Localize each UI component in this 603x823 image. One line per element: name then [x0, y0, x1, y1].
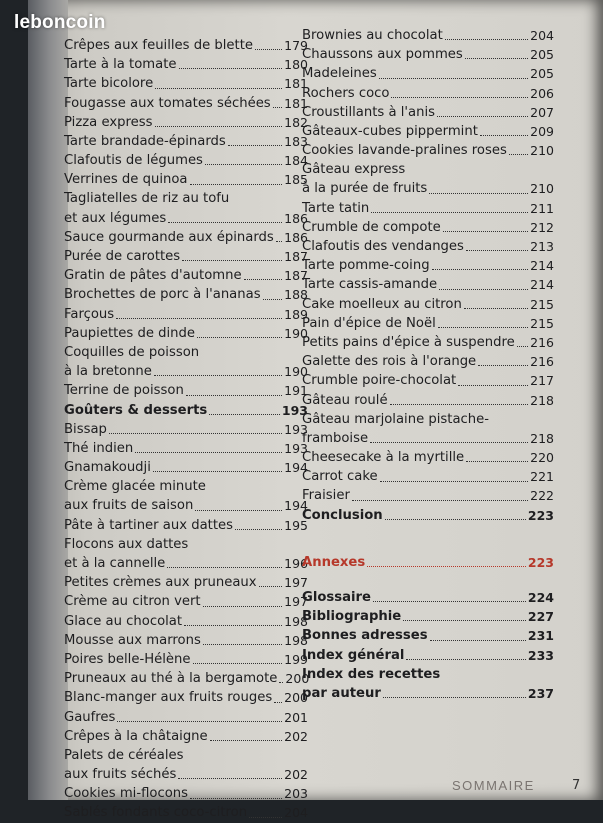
dot-leader [403, 620, 526, 621]
toc-entry[interactable] [64, 113, 308, 132]
toc-entry-title: Tarte cassis-amande [302, 277, 438, 293]
toc-entry-title: Gaufres [64, 709, 116, 725]
toc-entry[interactable] [302, 506, 554, 525]
dot-leader [391, 97, 528, 98]
toc-entry-page: 214 [530, 258, 554, 274]
toc-entry-title: Gâteaux-cubes pippermint [302, 123, 478, 139]
dot-leader [352, 500, 528, 501]
toc-entry-title: Carrot cake [302, 469, 378, 485]
toc-entry-page: 179 [284, 37, 308, 53]
toc-entry[interactable] [64, 151, 308, 170]
toc-entry-title: à la purée de fruits [302, 181, 428, 197]
toc-entry-page: 203 [284, 786, 308, 802]
toc-entry[interactable] [302, 448, 554, 467]
toc-entry[interactable] [302, 371, 554, 390]
toc-entry-title: Glace au chocolat [64, 613, 183, 629]
toc-entry-title: Cake moelleux au citron [302, 296, 462, 312]
toc-entry-page: 210 [530, 181, 554, 197]
leboncoin-logo: leboncoin [14, 12, 106, 33]
toc-entry[interactable] [64, 516, 308, 535]
toc-entry-title: Paupiettes de dinde [64, 325, 196, 341]
toc-entry-page: 210 [530, 143, 554, 159]
dot-leader [279, 682, 283, 683]
toc-entry-title: Crêpes à la châtaigne [64, 728, 208, 744]
toc-entry-page: 195 [284, 517, 308, 533]
toc-entry-page: 190 [284, 325, 308, 341]
dot-leader [517, 346, 528, 347]
toc-entry-title: Poires belle-Hélène [64, 651, 191, 667]
toc-entry-page: 215 [530, 315, 554, 331]
toc-entry-page: 233 [527, 647, 554, 663]
toc-entry-title: Blanc-manger aux fruits rouges [64, 690, 273, 706]
dot-leader [209, 414, 280, 415]
toc-entry-title: Tarte tatin [302, 200, 370, 216]
toc-entry-title: Cookies lavande-pralines roses [302, 143, 507, 159]
toc-entry-page: 199 [284, 651, 308, 667]
toc-entry-page: 205 [530, 47, 554, 63]
toc-entry-page: 209 [530, 123, 554, 139]
toc-entry-title: Pruneaux au thé à la bergamote [64, 671, 278, 687]
dot-leader [193, 663, 283, 664]
toc-entry[interactable] [64, 266, 308, 285]
toc-entry-page: 186 [284, 210, 308, 226]
toc-entry[interactable] [64, 535, 308, 554]
toc-entry[interactable] [302, 45, 554, 64]
toc-entry[interactable] [302, 314, 554, 333]
toc-entry-page: 215 [530, 296, 554, 312]
toc-entry-page: 223 [527, 507, 554, 523]
dot-leader [184, 625, 282, 626]
toc-entry[interactable] [64, 420, 308, 439]
toc-entry[interactable] [302, 275, 554, 294]
toc-entry-title: Tarte pomme-coing [302, 258, 430, 274]
toc-entry[interactable] [64, 708, 308, 727]
dot-leader [478, 365, 528, 366]
toc-entry-page: 181 [284, 95, 308, 111]
dot-leader [235, 529, 282, 530]
dot-leader [432, 269, 529, 270]
toc-entry[interactable] [302, 256, 554, 275]
dot-leader [263, 299, 283, 300]
toc-entry[interactable] [302, 103, 554, 122]
toc-entry-title: Crumble poire-chocolat [302, 373, 457, 389]
toc-entry-page: 200 [285, 671, 310, 687]
toc-left-column [64, 36, 308, 823]
dot-leader [380, 481, 528, 482]
toc-entry[interactable] [302, 295, 554, 314]
toc-entry-title: Crème au citron vert [64, 594, 201, 610]
toc-entry-page: 183 [284, 133, 308, 149]
toc-entry-title: Chaussons aux pommes [302, 47, 463, 63]
toc-entry[interactable] [64, 688, 308, 707]
toc-back-matter [302, 588, 554, 703]
dot-leader [385, 519, 526, 520]
toc-entry-title: Tarte bicolore [64, 76, 154, 92]
toc-entry-page: 218 [530, 430, 554, 446]
toc-entry-title: Brochettes de porc à l'ananas [64, 287, 261, 303]
toc-entry-title: Verrines de quinoa [64, 172, 188, 188]
dot-leader [228, 145, 282, 146]
dot-leader [117, 721, 282, 722]
toc-entry[interactable] [302, 665, 554, 684]
toc-entry-title: Coquilles de poisson [64, 344, 200, 360]
dot-leader [445, 39, 528, 40]
toc-entry-title: Gâteau roulé [302, 392, 388, 408]
toc-entry-page: 216 [530, 354, 554, 370]
toc-entry-page: 227 [527, 609, 554, 625]
toc-entry[interactable] [64, 554, 308, 573]
toc-entry-page: 184 [284, 153, 308, 169]
toc-entry-page: 221 [530, 469, 554, 485]
toc-entry[interactable] [64, 55, 308, 74]
dot-leader [203, 644, 282, 645]
toc-entry[interactable] [64, 170, 308, 189]
previous-page-edge [28, 0, 68, 800]
toc-entry-title: à la bretonne [64, 364, 152, 380]
toc-entry-page: 193 [284, 421, 308, 437]
toc-entry[interactable] [64, 343, 308, 362]
toc-entry-page: 202 [284, 767, 308, 783]
toc-entry-page: 216 [530, 334, 554, 350]
toc-entry[interactable] [64, 305, 308, 324]
toc-entry-page: 220 [530, 450, 554, 466]
toc-entry[interactable] [64, 458, 308, 477]
dot-leader [259, 586, 283, 587]
toc-entry[interactable] [64, 381, 308, 400]
toc-entry-title: Petits pains d'épice à suspendre [302, 334, 515, 350]
toc-entry-title: Tarte brandade-épinards [64, 133, 226, 149]
toc-entry-title: Flocons aux dattes [64, 536, 189, 552]
toc-entry-title: Bibliographie [302, 609, 402, 625]
dot-leader [273, 107, 282, 108]
dot-leader [135, 452, 282, 453]
toc-entry-title: Crêpes aux feuilles de blette [64, 37, 253, 53]
toc-entry-page: 202 [284, 728, 308, 744]
toc-entry-title: Tagliatelles de riz au tofu [64, 191, 230, 207]
toc-entry-page: 204 [530, 27, 554, 43]
toc-entry-title: Pâte à tartiner aux dattes [64, 517, 233, 533]
toc-entry-page: 196 [284, 556, 308, 572]
toc-entry-page: 223 [527, 554, 554, 570]
dot-leader [153, 471, 282, 472]
toc-entry[interactable] [64, 209, 308, 228]
toc-entry[interactable] [302, 684, 554, 703]
toc-entry[interactable] [64, 592, 308, 611]
toc-entry-title: Glossaire [302, 590, 371, 606]
dot-leader [466, 250, 528, 251]
toc-entry-page: 218 [530, 392, 554, 408]
dot-leader [509, 154, 528, 155]
toc-entry-title: Gâteau marjolaine pistache- [302, 411, 490, 427]
toc-entry-title: Pizza express [64, 114, 153, 130]
dot-leader [406, 659, 525, 660]
toc-entry-title: Farçous [64, 306, 115, 322]
toc-entry-title: Tarte à la tomate [64, 57, 177, 73]
dot-leader [379, 78, 528, 79]
dot-leader [437, 116, 528, 117]
toc-entry-page: 198 [284, 632, 308, 648]
dot-leader [466, 461, 528, 462]
dot-leader [178, 778, 282, 779]
toc-entry-title: Bissap [64, 421, 107, 437]
dot-leader [182, 260, 282, 261]
toc-entry-page: 205 [530, 66, 554, 82]
toc-entry[interactable] [64, 132, 308, 151]
toc-entry-page: 187 [284, 249, 308, 265]
toc-entry-page: 214 [530, 277, 554, 293]
toc-entry-page: 197 [284, 594, 308, 610]
toc-entry-title: Annexes [302, 554, 366, 570]
dot-leader [167, 567, 282, 568]
toc-right-column [302, 26, 554, 703]
toc-entry[interactable] [64, 669, 308, 688]
toc-entry-title: Cookies mi-flocons [64, 786, 189, 802]
dot-leader [458, 385, 528, 386]
toc-entry-title: Terrine de poisson [64, 383, 184, 399]
dot-leader [109, 433, 282, 434]
toc-entry[interactable] [64, 612, 308, 631]
toc-entry-title: Fougasse aux tomates séchées [64, 95, 271, 111]
toc-entry[interactable] [302, 352, 554, 371]
toc-entry[interactable] [302, 141, 554, 160]
dot-leader [179, 68, 283, 69]
toc-entry[interactable] [64, 36, 308, 55]
dot-leader [370, 442, 528, 443]
toc-entry[interactable] [302, 391, 554, 410]
toc-entry[interactable] [302, 467, 554, 486]
toc-entry[interactable] [302, 180, 554, 199]
dot-leader [186, 395, 282, 396]
dot-leader [155, 88, 282, 89]
dot-leader [197, 337, 282, 338]
toc-entry-page: 182 [284, 114, 308, 130]
toc-entry-title: Clafoutis des vendanges [302, 239, 464, 255]
dot-leader [464, 308, 528, 309]
dot-leader [390, 404, 529, 405]
toc-entry-page: 189 [284, 306, 308, 322]
dot-leader [168, 222, 282, 223]
dot-leader [190, 798, 282, 799]
toc-entry[interactable] [302, 237, 554, 256]
toc-entry-page: 224 [527, 590, 554, 606]
toc-entry-title: Gratin de pâtes d'automne [64, 268, 242, 284]
dot-leader [371, 212, 528, 213]
dot-leader [155, 126, 283, 127]
toc-entry-page: 186 [284, 229, 308, 245]
dot-leader [480, 135, 528, 136]
dot-leader [438, 327, 528, 328]
toc-entry-title: Galette des rois à l'orange [302, 354, 477, 370]
toc-entry-title: Crumble de compote [302, 219, 441, 235]
toc-entry[interactable] [64, 401, 308, 420]
toc-entry[interactable] [64, 94, 308, 113]
dot-leader [383, 697, 526, 698]
dot-leader [429, 193, 528, 194]
toc-entry-page: 237 [527, 685, 554, 701]
toc-entry[interactable] [302, 646, 554, 665]
toc-entry[interactable] [64, 477, 308, 496]
toc-entry-page: 198 [284, 613, 308, 629]
toc-entry-page: 207 [530, 104, 554, 120]
toc-entry[interactable] [64, 727, 308, 746]
toc-entry[interactable] [302, 122, 554, 141]
toc-entry[interactable] [64, 650, 308, 669]
toc-entry[interactable] [302, 607, 554, 626]
dot-leader [154, 375, 282, 376]
footer-page-number: 7 [572, 778, 581, 793]
toc-entry[interactable] [302, 429, 554, 448]
toc-entry-title: Croustillants à l'anis [302, 104, 436, 120]
toc-entry-title: Sauce gourmande aux épinards [64, 229, 274, 245]
toc-entry[interactable] [302, 626, 554, 645]
toc-entry-title: et à la cannelle [64, 556, 166, 572]
toc-entry-page: 193 [284, 440, 308, 456]
toc-entry-page: 185 [284, 172, 308, 188]
dot-leader [443, 231, 528, 232]
toc-entry-page: 188 [284, 287, 308, 303]
toc-entry-title: Conclusion [302, 507, 383, 523]
dot-leader [116, 318, 282, 319]
toc-entry-title: Thé indien [64, 440, 134, 456]
toc-entry[interactable] [64, 362, 308, 381]
toc-entry[interactable] [302, 487, 554, 506]
toc-entry-page: 213 [530, 239, 554, 255]
toc-entry-title: Goûters & desserts [64, 402, 208, 418]
toc-entry[interactable] [302, 218, 554, 237]
toc-entry-page: 231 [527, 628, 554, 644]
toc-entry-title: Gâteau express [302, 162, 406, 178]
toc-entry-title: Clafoutis de légumes [64, 153, 203, 169]
toc-entry-title: Fraisier [302, 488, 350, 504]
toc-entry[interactable] [302, 588, 554, 607]
toc-entry[interactable] [64, 74, 308, 93]
dot-leader [203, 606, 283, 607]
toc-entry[interactable] [64, 573, 308, 592]
toc-entry-page: 217 [530, 373, 554, 389]
dot-leader [195, 510, 282, 511]
dot-leader [274, 702, 282, 703]
toc-entry[interactable] [302, 84, 554, 103]
toc-entry-page: 187 [284, 268, 308, 284]
dot-leader [244, 279, 283, 280]
toc-entry-annexes[interactable] [302, 553, 554, 572]
toc-entry[interactable] [64, 784, 308, 803]
toc-entry-title: Crème glacée minute [64, 479, 206, 495]
toc-entry-title: Petites crèmes aux pruneaux [64, 575, 257, 591]
toc-entry[interactable] [64, 247, 308, 266]
toc-entry[interactable] [64, 324, 308, 343]
dot-leader [465, 58, 528, 59]
toc-entry-page: 197 [284, 575, 308, 591]
toc-entry-page: 211 [530, 200, 554, 216]
dot-leader [249, 817, 282, 818]
toc-entry[interactable] [64, 285, 308, 304]
toc-entry-page: 194 [284, 498, 308, 514]
dot-leader [373, 601, 526, 602]
footer-label: SOMMAIRE [452, 778, 535, 793]
toc-entry-title: Bonnes adresses [302, 628, 428, 644]
toc-entry[interactable] [64, 190, 308, 209]
toc-entry-page: 200 [284, 690, 308, 706]
toc-entry[interactable] [64, 804, 308, 823]
toc-entry-title: Sablés fondants coco-citron [64, 805, 248, 821]
toc-entry-title: et aux légumes [64, 210, 167, 226]
toc-entry-page: 190 [284, 364, 308, 380]
dot-leader [190, 184, 283, 185]
toc-entry-page: 191 [284, 383, 308, 399]
toc-entry[interactable] [64, 765, 308, 784]
toc-entry-title: Rochers coco [302, 85, 390, 101]
toc-entry-title: Index général [302, 647, 405, 663]
toc-entry-title: Brownies au chocolat [302, 27, 443, 43]
toc-entry-title: Cheesecake à la myrtille [302, 450, 465, 466]
toc-entry-title: Palets de céréales [64, 747, 184, 763]
toc-entry-page: 206 [530, 85, 554, 101]
dot-leader [210, 740, 282, 741]
toc-entry-page: 204 [284, 805, 308, 821]
toc-entry-title: framboise [302, 430, 369, 446]
dot-leader [430, 640, 526, 641]
dot-leader [276, 241, 282, 242]
toc-entry-title: Index des recettes [302, 666, 441, 682]
toc-entry-page: 212 [530, 219, 554, 235]
toc-entry-title: Madeleines [302, 66, 377, 82]
toc-entry-title: Gnamakoudji [64, 460, 151, 476]
toc-entry-title: par auteur [302, 685, 381, 701]
toc-entry-title: Mousse aux marrons [64, 632, 201, 648]
toc-entry-page: 194 [284, 460, 308, 476]
toc-entry-title: aux fruits de saison [64, 498, 194, 514]
toc-entry[interactable] [302, 199, 554, 218]
toc-entry[interactable] [302, 64, 554, 83]
toc-right-entries [302, 26, 554, 525]
toc-entry[interactable] [302, 26, 554, 45]
dot-leader [205, 164, 282, 165]
toc-entry-page: 193 [281, 402, 308, 418]
toc-entry-page: 181 [284, 76, 308, 92]
toc-entry-title: aux fruits séchés [64, 767, 177, 783]
toc-entry[interactable] [64, 746, 308, 765]
toc-entry[interactable] [64, 497, 308, 516]
toc-entry[interactable] [302, 333, 554, 352]
toc-entry[interactable] [64, 439, 308, 458]
dot-leader [439, 289, 528, 290]
toc-entry-title: Purée de carottes [64, 249, 181, 265]
toc-entry-page: 222 [530, 488, 554, 504]
toc-entry-page: 201 [284, 709, 308, 725]
toc-entry-page: 180 [284, 57, 308, 73]
dot-leader [255, 49, 282, 50]
toc-entry-title: Pain d'épice de Noël [302, 315, 436, 331]
toc-entry[interactable] [302, 160, 554, 179]
toc-entry[interactable] [64, 631, 308, 650]
toc-entry[interactable] [302, 410, 554, 429]
toc-entry[interactable] [64, 228, 308, 247]
